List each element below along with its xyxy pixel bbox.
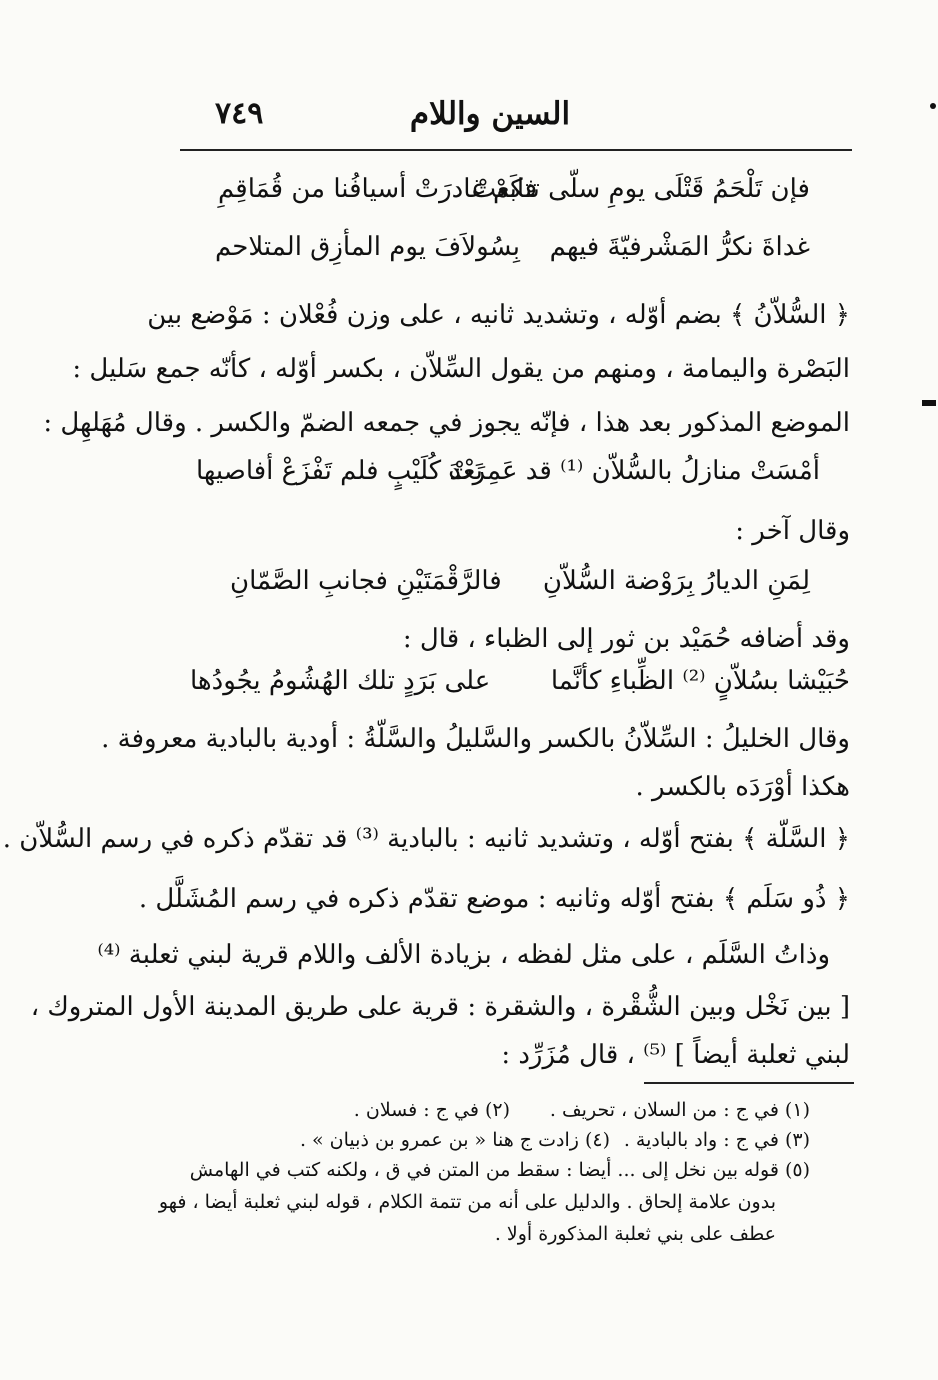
entry4-line1: وذاتُ السَّلَم ، على مثل لفظه ، بزيادة الألف واللام قرية لبني ثعلبة ⁽⁴⁾ [97, 940, 830, 970]
margin-mark [922, 400, 936, 406]
verse4-left: فالرَّقْمَتَيْنِ فجانبِ الصَّمّانِ [230, 566, 502, 596]
verse3-left: بَعْدَ كُلَيْبٍ فلم تَفْزَعْ أفاصيها [196, 456, 483, 486]
verse5-right: حُبَيْشا بسُلاّنٍ ⁽²⁾ الظِّباءِ كأنَّما [550, 666, 850, 696]
entry4-line3: لبني ثعلبة أيضاً ] ⁽⁵⁾ ، قال مُزَرِّد : [501, 1040, 850, 1070]
verse1-left: فكَمْ غادرَتْ أسيافُنا من قُمَاقِمِ [218, 174, 538, 204]
verse2-left: بِسُولاَفَ يوم المأزِق المتلاحم [215, 232, 520, 262]
verse5-left: على بَرَدٍ تلك الهُشُومُ يجُودُها [190, 666, 491, 696]
edge-mark [930, 103, 936, 109]
verse2-right: غداةَ نكرُّ المَشْرفيّةَ فيهم [549, 232, 810, 262]
verse1-right: فإن تَلْحَمُ قَتْلَى يومِ سلّى تتابعتْ [471, 174, 810, 204]
entry2: ﴿ السَّلّة ﴾ بفتح أوّله ، وتشديد ثانيه : بالبادية ⁽³⁾ قد تقدّم ذكره في رسم السُّلاّن . [2, 824, 850, 854]
page-header-title: السين واللام [409, 96, 571, 132]
entry1-end-line2: هكذا أوْرَدَه بالكسر . [635, 772, 850, 802]
verse3-right: أمْسَتْ منازلُ بالسُّلاّن ⁽¹⁾ قد عَمِرَتْ [448, 456, 820, 486]
footnote-3: (٣) في ج : واد بالبادية . [623, 1129, 810, 1151]
entry1-line2: البَصْرة واليمامة ، ومنهم من يقول السِّلاّن ، بكسر أوّله ، كأنّه جمع سَليل : [72, 354, 850, 384]
entry3: ﴿ ذُو سَلَم ﴾ بفتح أوّله وثانيه : موضع تقدّم ذكره في رسم المُشَلَّل . [138, 884, 850, 914]
entry1-line1: ﴿ السُّلاّنُ ﴾ بضم أوّله ، وتشديد ثانيه ، على وزن فُعْلان : مَوْضع بين [147, 300, 850, 330]
said-other: وقال آخر : [735, 516, 850, 546]
entry1-line3: الموضع المذكور بعد هذا ، فإنّه يجوز في جمعه الضمّ والكسر . وقال مُهَلهِل : [43, 408, 850, 438]
header-rule [180, 149, 852, 151]
footnote-5-line3: عطف على بني ثعلبة المذكورة أولا . [494, 1223, 776, 1245]
entry1-end-line1: وقال الخليلُ : السِّلاّنُ بالكسر والسَّليلُ والسَّلّةُ : أودية بالبادية معروفة . [101, 724, 850, 754]
page-number: ٧٤٩ [215, 96, 264, 131]
entry4-line2: [ بين نَخْل وبين الشُّقْرة ، والشقرة : قرية على طريق المدينة الأول المتروك ، [30, 992, 850, 1022]
footnote-1: (١) في ج : من السلان ، تحريف . [549, 1099, 810, 1121]
humaid-intro: وقد أضافه حُمَيْد بن ثور إلى الظباء ، قال : [402, 624, 850, 654]
footnote-rule [644, 1082, 854, 1084]
footnote-5-line2: بدون علامة إلحاق . والدليل على أنه من تتمة الكلام ، قوله لبني ثعلبة أيضا ، فهو [158, 1191, 776, 1213]
footnote-4: (٤) زادت ج هنا « بن عمرو بن ذبيان » . [299, 1129, 610, 1151]
footnote-5-line1: (٥) قوله بين نخل إلى ... أيضا : سقط من المتن في ق ، ولكنه كتب في الهامش [189, 1159, 810, 1181]
verse4-right: لِمَنِ الديارُ بِرَوْضة السُّلاّنِ [542, 566, 810, 596]
footnote-2: (٢) في ج : فسلان . [353, 1099, 510, 1121]
